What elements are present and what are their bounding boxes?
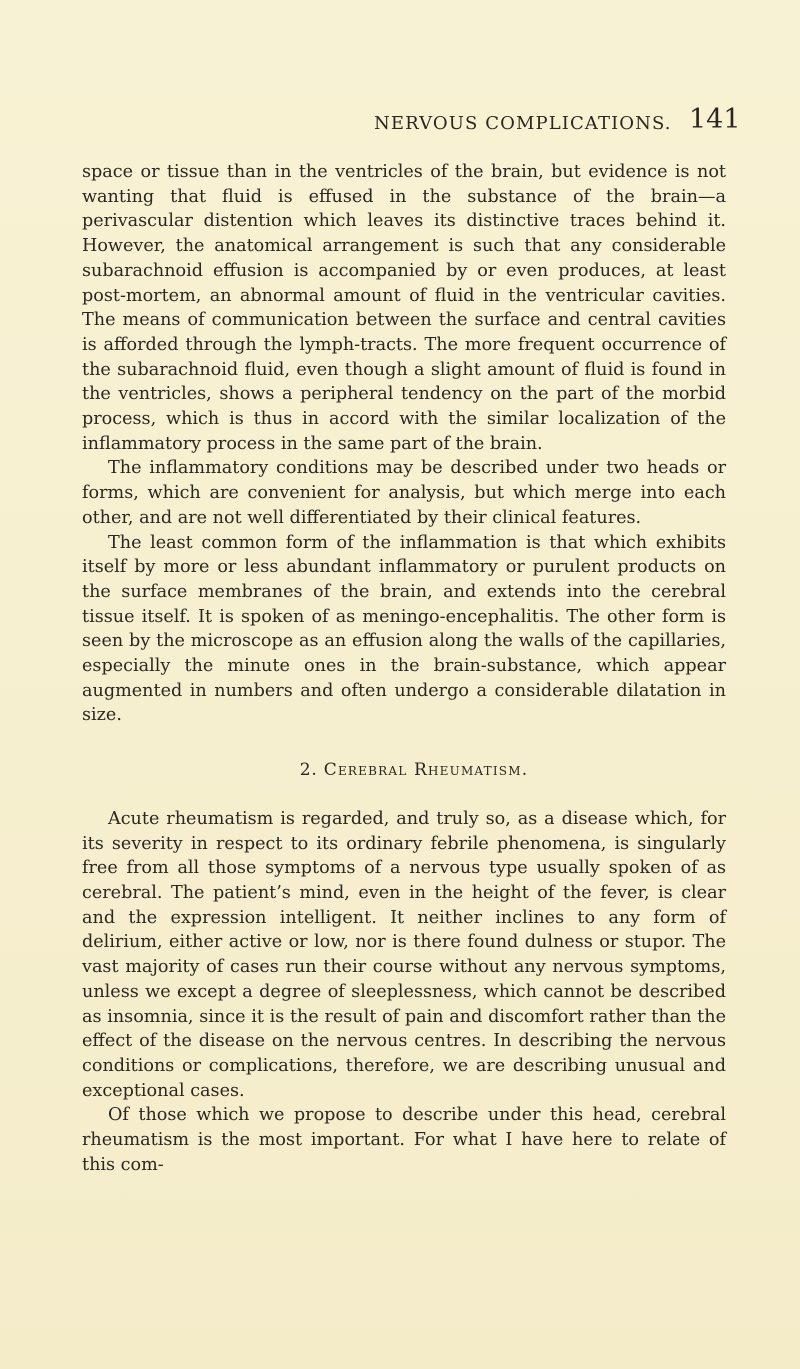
paragraph: The least common form of the inflammation is that which exhibits itself by more or less abundant inflammatory or purulent products on the surface membranes of the brain, and extends into the cerebral tissue itself. It is spoken of as meningo-encephalitis. The other form is seen by the microscope as an effusion along the walls of the capillaries, especially the minute ones in the brain-substance, which appear augmented in numbers and often undergo a considerable dilatation in size.: [82, 532, 726, 726]
section-title: Cerebral Rheumatism.: [323, 760, 529, 781]
section-number: 2.: [299, 760, 318, 781]
paragraph: Of those which we propose to describe under this head, cerebral rheumatism is the most important. For what I have here to relate of this com-: [82, 1105, 726, 1175]
paragraph: Acute rheumatism is regarded, and truly so, as a disease which, for its severity in respect to its ordinary febrile phenomena, is singularly free from all those symptoms of a nervous type usually spoken of as cerebral. The patient’s mind, even in the height of the fever, is clear and the expression intelligent. It neither inclines to any form of delirium, either active or low, nor is there found dulness or stupor. The vast majority of cases run their course without any nervous symptoms, unless we except a degree of sleeplessness, which cannot be described as insomnia, since it is the result of pain and discomfort rather than the effect of the disease on the nervous centres. In describing the nervous conditions or complications, therefore, we are describing unusual and exceptional cases.: [82, 808, 726, 1101]
body-text: [82, 160, 726, 1177]
paragraph: space or tissue than in the ventricles of the brain, but evidence is not wanting that fluid is effused in the substance of the brain—a perivascular distention which leaves its distinctive traces behind it. However, the anatomical arrangement is such that any considerable subarachnoid effusion is accompanied by or even produces, at least post-mortem, an abnormal amount of fluid in the ventricular cavities. The means of communication between the surface and central cavities is afforded through the lymph-tracts. The more frequent occurrence of the subarachnoid fluid, even though a slight amount of fluid is found in the ventricles, shows a peripheral tendency on the part of the morbid process, which is thus in accord with the similar localization of the inflammatory process in the same part of the brain.: [82, 162, 726, 454]
running-title: NERVOUS COMPLICATIONS.: [374, 113, 672, 134]
paragraph: The inflammatory conditions may be described under two heads or forms, which are convenient for analysis, but which merge into each other, and are not well differentiated by their clinical features.: [82, 458, 726, 528]
section-heading: [82, 758, 726, 783]
page-number: 141: [689, 104, 741, 135]
running-head: [0, 106, 800, 136]
